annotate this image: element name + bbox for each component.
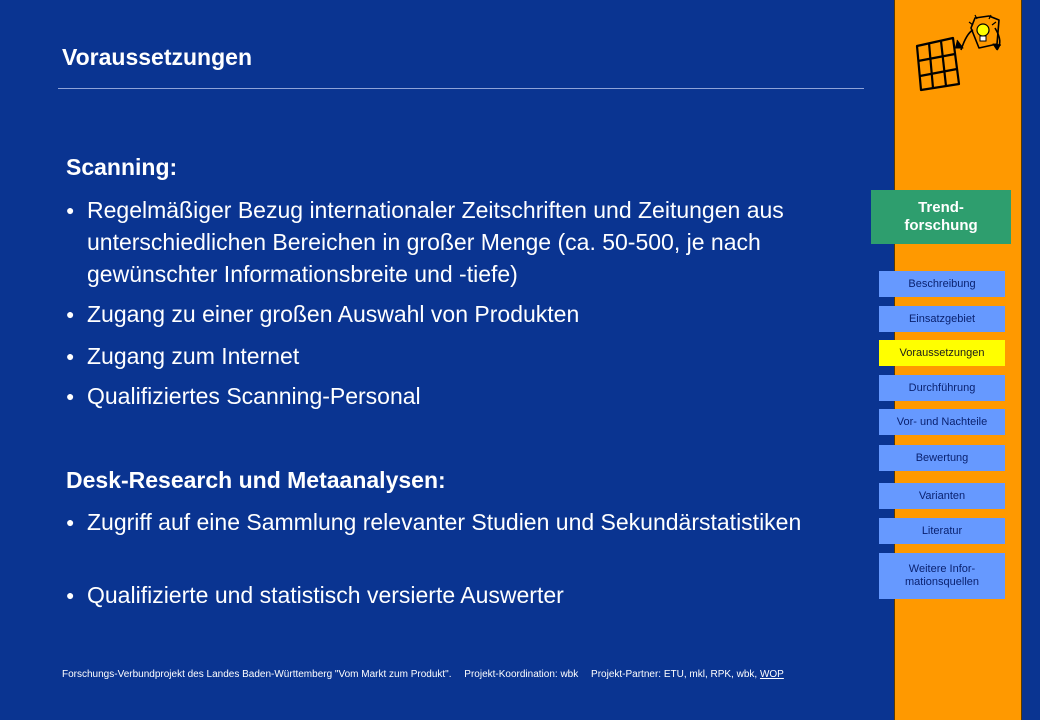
footer-project: Forschungs-Verbundprojekt des Landes Baden-Württemberg "Vom Markt zum Produkt". <box>62 669 452 680</box>
title-divider <box>58 88 864 89</box>
bullet-dot: ● <box>66 202 75 218</box>
footer-partner-link[interactable]: WOP <box>759 669 784 680</box>
section-heading-desk-research: Desk-Research und Metaanalysen: <box>66 467 446 493</box>
nav-weitere-informationsquellen[interactable]: Weitere Infor-mationsquellen <box>879 553 1005 599</box>
lightbulb-grid-logo-icon <box>913 10 1009 94</box>
bullet-text: Zugang zum Internet <box>87 343 300 369</box>
bullet-item <box>66 194 866 290</box>
nav-voraussetzungen[interactable]: Voraussetzungen <box>879 340 1005 366</box>
bullet-dot: ● <box>66 587 75 603</box>
sidebar <box>894 0 1022 720</box>
bullet-text: Qualifizierte und statistisch versierte Auswerter <box>87 582 564 608</box>
nav-vor-und-nachteile[interactable]: Vor- und Nachteile <box>879 409 1005 435</box>
bullet-text: Zugang zu einer großen Auswahl von Produkten <box>87 301 580 327</box>
nav-einsatzgebiet[interactable]: Einsatzgebiet <box>879 306 1005 332</box>
nav-varianten[interactable]: Varianten <box>879 483 1005 509</box>
bullet-dot: ● <box>66 306 75 322</box>
section-heading-scanning: Scanning: <box>66 154 178 180</box>
bullet-dot: ● <box>66 388 75 404</box>
nav-beschreibung[interactable]: Beschreibung <box>879 271 1005 297</box>
slide-title: Voraussetzungen <box>62 44 252 70</box>
bullet-item <box>66 506 866 538</box>
footer-coordination: Projekt-Koordination: wbk <box>464 669 579 680</box>
bullet-text: Zugriff auf eine Sammlung relevanter Studien und Sekundärstatistiken <box>87 509 802 535</box>
bullet-dot: ● <box>66 514 75 530</box>
bullet-item <box>66 298 866 330</box>
nav-durchfuehrung[interactable]: Durchführung <box>879 375 1005 401</box>
tab-trendforschung[interactable]: Trend-forschung <box>871 190 1011 244</box>
nav-literatur[interactable]: Literatur <box>879 518 1005 544</box>
bullet-item <box>66 340 866 372</box>
footer-partners: Projekt-Partner: ETU, mkl, RPK, wbk, <box>591 669 758 680</box>
bullet-item <box>66 380 866 412</box>
nav-bewertung[interactable]: Bewertung <box>879 445 1005 471</box>
bullet-dot: ● <box>66 348 75 364</box>
bullet-item <box>66 579 866 611</box>
footer <box>62 669 784 680</box>
bullet-text: Qualifiziertes Scanning-Personal <box>87 383 421 409</box>
bullet-text: Regelmäßiger Bezug internationaler Zeitschriften und Zeitungen aus unterschiedlichen Bereichen in großer Menge (ca. 50-500, je nach gewünschter Informationsbreite und -tiefe) <box>87 197 784 287</box>
